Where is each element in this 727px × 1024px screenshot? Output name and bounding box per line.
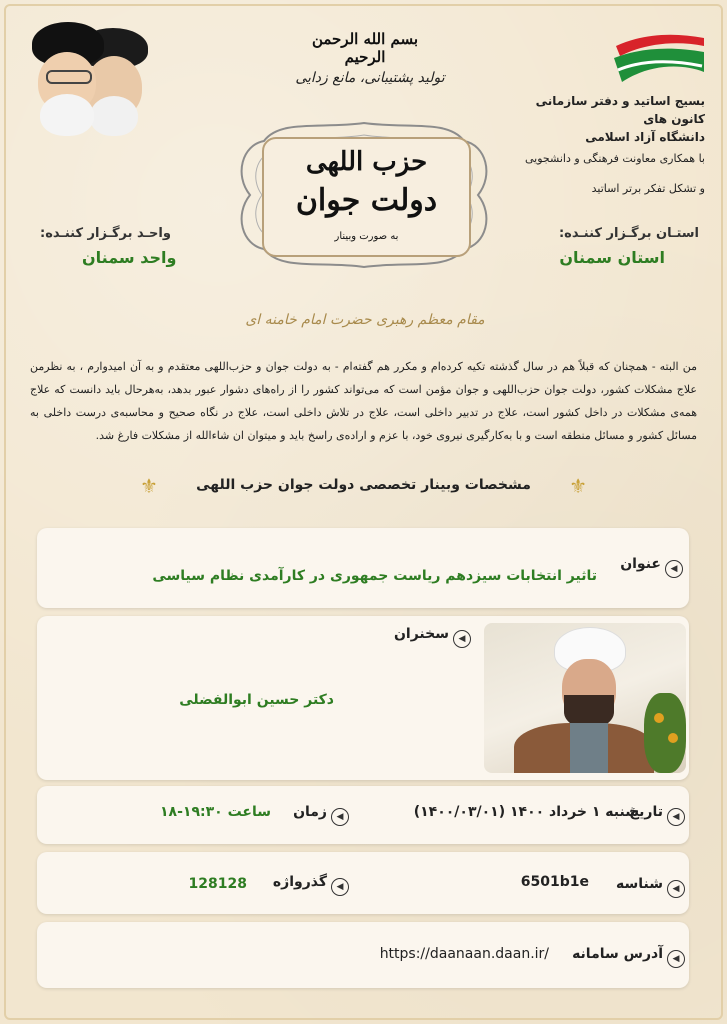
credentials-box <box>37 852 689 914</box>
password-value: 128128 <box>188 876 247 892</box>
arrow-left-icon: ◀ <box>667 950 685 968</box>
arrow-left-icon: ◀ <box>453 630 471 648</box>
arrow-left-icon: ◀ <box>667 808 685 826</box>
password-label: ◀گذرواژه <box>273 874 349 896</box>
organizer-unit-caption: واحـد برگـزار کننـده: <box>40 226 171 241</box>
topic-label: ◀عنوان <box>620 556 683 578</box>
speaker-name: دکتر حسین ابوالفضلی <box>179 692 334 708</box>
title-sub: به صورت وبینار <box>334 231 399 242</box>
title-frame <box>232 115 497 275</box>
speaker-photo <box>484 623 686 773</box>
arrow-left-icon: ◀ <box>331 878 349 896</box>
topic-box <box>37 528 689 608</box>
id-value: 6501b1e <box>520 874 589 890</box>
address-label: ◀آدرس سامانه <box>572 946 685 968</box>
time-label: ◀زمان <box>293 804 349 826</box>
arrow-left-icon: ◀ <box>667 880 685 898</box>
fleur-ornament-icon: ⚜ <box>569 474 587 498</box>
time-value: ساعت ۱۹:۳۰-۱۸ <box>160 804 271 820</box>
org-line2: دانشگاه آزاد اسلامی <box>585 130 705 144</box>
producer-slogan: تولید پشتیبانی، مانع زدایی <box>295 70 445 86</box>
organization-logo-icon <box>612 32 707 86</box>
organizer-province-caption: استـان برگـزار کننـده: <box>558 226 699 241</box>
bismillah: بسم الله الرحمن الرحیم <box>311 30 419 66</box>
address-box <box>37 922 689 988</box>
collab-line2: و تشکل تفکر برتر اساتید <box>591 182 705 195</box>
fleur-ornament-icon: ⚜ <box>140 474 158 498</box>
quote-heading: مقام معظم رهبری حضرت امام خامنه ای <box>245 312 485 328</box>
speaker-box <box>37 616 689 780</box>
id-label: ◀شناسه <box>616 876 685 898</box>
organizer-org <box>505 92 705 146</box>
title-panel <box>262 137 471 257</box>
title-line2: دولت جوان <box>295 183 438 218</box>
leaders-portraits <box>30 18 155 143</box>
section-title: مشخصات وبینار تخصصی دولت جوان حزب اللهی <box>196 477 531 493</box>
quote-text: من البته - همچنان که قبلاً هم در سال گذشته تکیه کرده‌ام و مکرر هم گفته‌ام - به دولت جوان و حزب‌اللهی معتقدم و به آن امیدوارم ، به نظرمن علاج مشکلات کشور، دولت جوان حزب‌اللهی و جوان مؤمن است که می‌تواند کشور را از راه‌های دشوار عبور بدهد، به‌هرحال باید دانست که علاج همه‌ی مشکلات در داخل کشور است، علاج در تدبیر داخلی است، علاج در تلاش داخلی است، علاج در نگاه صحیح و محاسبه‌ی درست داخلی به مسائل کشور و مسائل منطقه است و با به‌کارگیری نیروی خود، با عزم و اراده‌ی راسخ باید و میتوان ان شاءالله از مشکلات فارغ شد. <box>30 360 697 442</box>
speakers-label: ◀سخنران <box>394 626 471 648</box>
title-line1: حزب اللهی <box>305 147 428 177</box>
organizer-unit-value: واحد سمنان <box>82 248 177 267</box>
date-value: شنبه ۱ خرداد ۱۴۰۰ (۱۴۰۰/۰۳/۰۱) <box>413 804 639 820</box>
organizer-province-value: استان سمنان <box>559 248 665 267</box>
datetime-box <box>37 786 689 844</box>
collab-line1: با همکاری معاونت فرهنگی و دانشجویی <box>525 152 705 165</box>
address-link[interactable]: https://daanaan.daan.ir/ <box>379 946 549 962</box>
section-header <box>140 474 587 500</box>
date-label: ◀تاریخ <box>629 804 685 826</box>
org-line1: بسیج اساتید و دفتر سازمانی کانون های <box>535 94 705 126</box>
arrow-left-icon: ◀ <box>665 560 683 578</box>
arrow-left-icon: ◀ <box>331 808 349 826</box>
topic-value: تاثیر انتخابات سیزدهم ریاست جمهوری در کارآمدی نظام سیاسی <box>152 568 597 584</box>
